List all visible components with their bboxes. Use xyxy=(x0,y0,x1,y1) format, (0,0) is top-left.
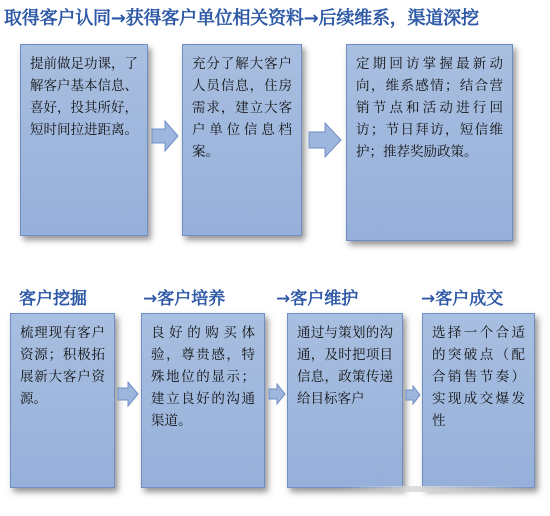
arrow-right-icon xyxy=(117,381,139,407)
arrow-right-icon xyxy=(405,385,421,405)
step-box-2: 充分了解大客户人员信息，住房需求，建立大客户单位信息档案。 xyxy=(182,44,302,236)
arrow-right-icon xyxy=(268,383,286,405)
step-box-3: 定期回访掌握最新动向，维系感情；结合营销节点和活动进行回访；节日拜访，短信维护；推荐奖励政策。 xyxy=(346,44,513,241)
stage-box-3: 通过与策划的沟通，及时把项目信息，政策传递给目标客户 xyxy=(287,313,403,488)
stage-label-1: 客户挖掘 xyxy=(19,289,87,309)
stage-label-3: →客户维护 xyxy=(276,289,359,309)
stage-box-2: 良好的购买体验，尊贵感，特殊地位的显示；建立良好的沟通渠道。 xyxy=(141,313,265,488)
step-box-1: 提前做足功课，了解客户基本信息、喜好，投其所好，短时间拉进距离。 xyxy=(20,44,148,236)
stage-box-4: 选择一个合适的突破点（配合销售节奏）实现成交爆发性 xyxy=(422,313,535,488)
stage-label-4: →客户成交 xyxy=(421,289,504,309)
arrow-right-icon xyxy=(308,122,342,158)
stage-box-1: 梳理现有客户资源；积极拓展新大客户资源。 xyxy=(10,313,115,488)
stage-label-2: →客户培养 xyxy=(143,289,226,309)
diagram-title: 取得客户认同→获得客户单位相关资料→后续维系，渠道深挖 xyxy=(4,8,479,29)
decorative-fade xyxy=(340,486,540,492)
arrow-right-icon xyxy=(151,120,179,152)
